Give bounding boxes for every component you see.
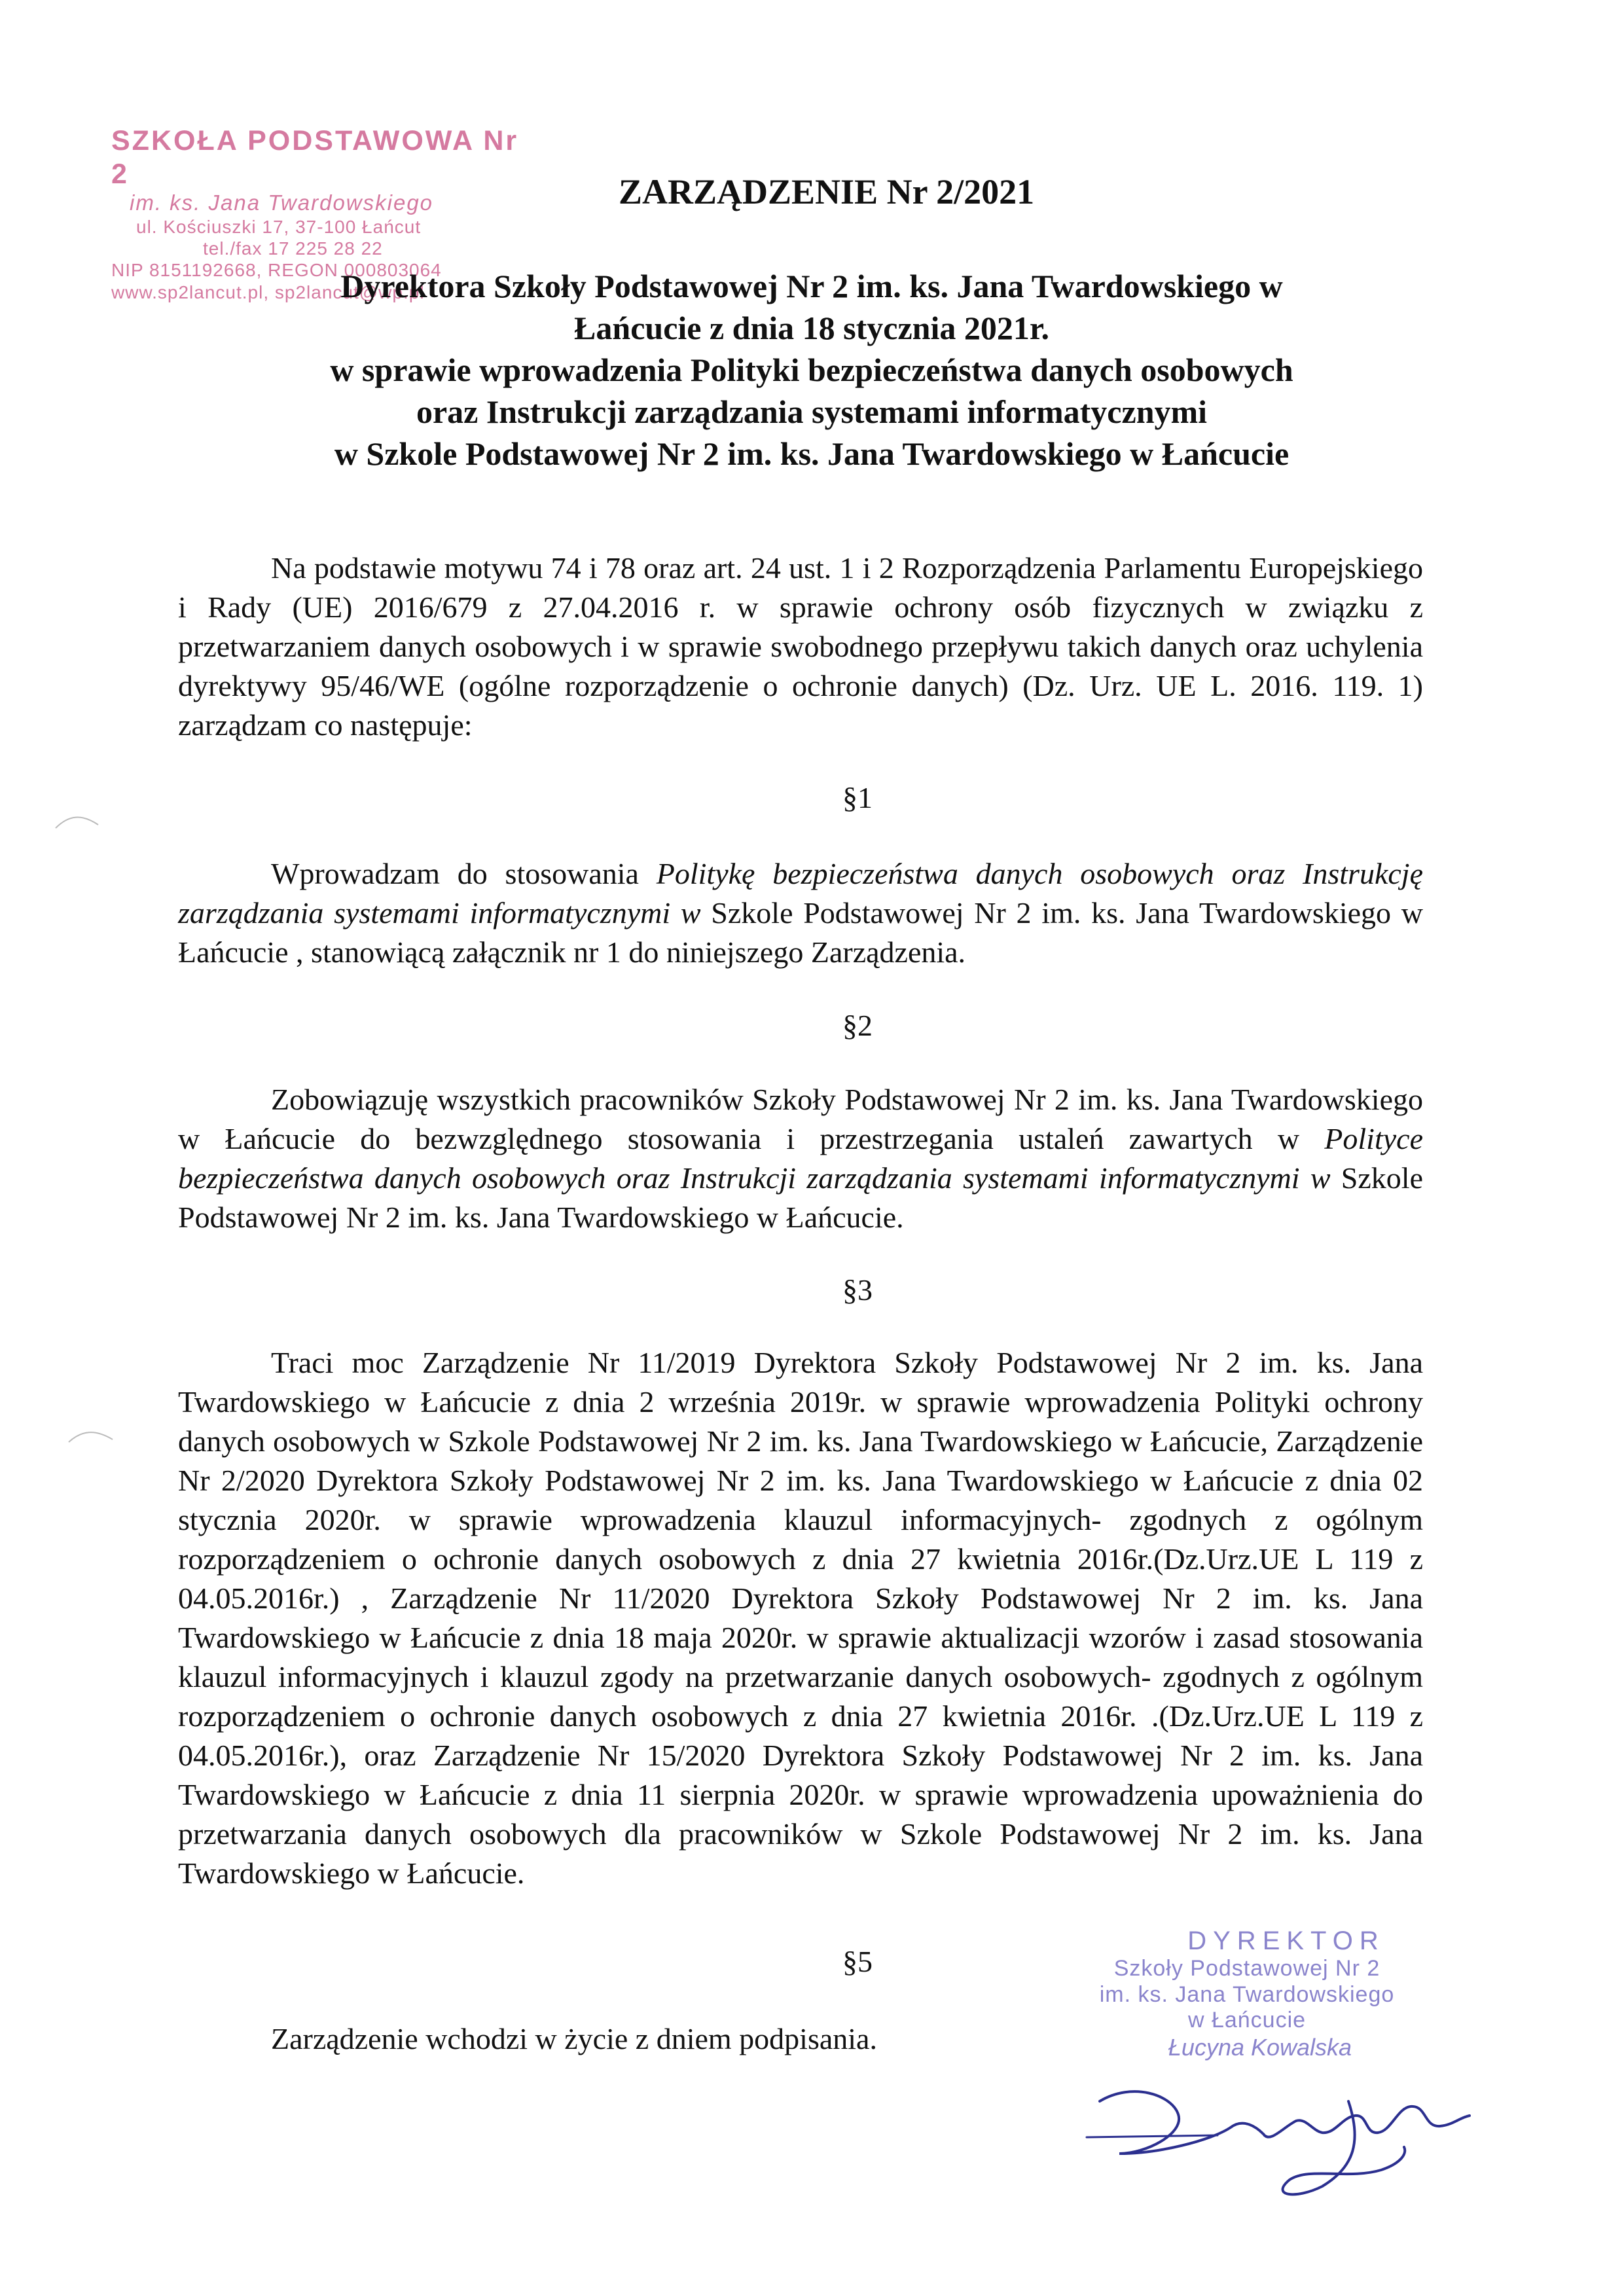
text-run: Traci moc Zarządzenie Nr 11/2019 Dyrektora Szkoły Podstawowej Nr 2 im. ks. Jana Twardowskiego w Łańcucie z dnia 2 września 2019r. w sprawie wprowadzenia Polityki ochrony danych osobowych w Szkole Podstawowej Nr 2 im. ks. Jana Twardowskiego w Łańcucie, Zarządzenie Nr 2/2020 Dyrektora Szkoły Podstawowej Nr 2 im. ks. Jana Twardowskiego w Łańcucie z dnia 02 stycznia 2020r. w sprawie wprowadzenia klauzul informacyjnych- zgodnych z ogólnym rozporządzeniem o ochronie danych osobowych z dnia 27 kwietnia 2016r.(Dz.Urz.UE L 119 z 04.05.2016r.) , Zarządzenie Nr 11/2020 Dyrektora Szkoły Podstawowej Nr 2 im. ks. Jana Twardowskiego w Łańcucie z dnia 18 maja 2020r. w sprawie aktualizacji wzorów i zasad stosowania klauzul informacyjnych i klauzul zgody na przetwarzanie danych osobowych- zgodnych z ogólnym rozporządzeniem o ochronie danych osobowych z dnia 27 kwietnia 2016r. .(Dz.Urz.UE L 119 z 04.05.2016r.), oraz Zarządzenie Nr 15/2020 Dyrektora Szkoły Podstawowej Nr 2 im. ks. Jana Twardowskiego w Łańcucie z dnia 11 sierpnia 2020r. w sprawie wprowadzenia upoważnienia do przetwarzania danych osobowych dla pracowników w Szkole Podstawowej Nr 2 im. ks. Jana Twardowskiego w Łańcucie.	[178, 1346, 1423, 1890]
director-stamp-line: im. ks. Jana Twardowskiego	[1099, 1981, 1395, 2007]
document-title: ZARZĄDZENIE Nr 2/2021	[619, 172, 1035, 211]
text-run: Zarządzenie wchodzi w życie z dniem podpisania.	[271, 2022, 877, 2055]
subtitle-line: w Szkole Podstawowej Nr 2 im. ks. Jana Twardowskiego w Łańcucie	[334, 435, 1290, 472]
school-stamp-patron: im. ks. Jana Twardowskiego	[130, 190, 434, 215]
document-subtitle	[164, 265, 1460, 475]
text-run: Szkole Podstawowej Nr 2 im. ks. Jana Twardowskiego w Łańcucie.	[178, 1161, 1423, 1234]
text-run-italic: Polityce bezpieczeństwa danych osobowych oraz Instrukcji zarządzania systemami informatycznymi w	[178, 1122, 1423, 1195]
section-3-paragraph	[178, 1343, 1423, 1893]
subtitle-line: Łańcucie z dnia 18 stycznia 2021r.	[574, 310, 1049, 346]
school-stamp-address: ul. Kościuszki 17, 37-100 Łańcut	[136, 217, 422, 238]
director-signature	[1074, 2055, 1479, 2226]
subtitle-line: w sprawie wprowadzenia Polityki bezpieczeństwa danych osobowych	[330, 352, 1293, 388]
school-stamp-web: www.sp2lancut.pl, sp2lancut@wp.pl	[111, 281, 425, 302]
intro-paragraph: Na podstawie motywu 74 i 78 oraz art. 24 ust. 1 i 2 Rozporządzenia Parlamentu Europejskiego i Rady (UE) 2016/679 z 27.04.2016 r. w sprawie ochrony osób fizycznych w związku z przetwarzaniem danych osobowych i w sprawie swobodnego przepływu takich danych oraz uchylenia dyrektywy 95/46/WE (ogólne rozporządzenie o ochronie danych) (Dz. Urz. UE L. 2016. 119. 1) zarządzam co następuje:	[178, 551, 1423, 742]
school-stamp-phone: tel./fax 17 225 28 22	[203, 238, 383, 259]
text-run-italic: Politykę bezpieczeństwa danych osobowych oraz Instrukcję zarządzania systemami informatycznymi w	[178, 857, 1423, 930]
section-2-paragraph	[178, 1080, 1423, 1237]
subtitle-line: Dyrektora Szkoły Podstawowej Nr 2 im. ks. Jana Twardowskiego w	[340, 268, 1283, 304]
text-run: Zobowiązuję wszystkich pracowników Szkoły Podstawowej Nr 2 im. ks. Jana Twardowskiego w Łańcucie do bezwzględnego stosowania i przestrzegania ustaleń zawartych w	[178, 1083, 1423, 1155]
school-stamp-name: SZKOŁA PODSTAWOWA Nr 2	[111, 125, 519, 190]
director-stamp	[1064, 1926, 1430, 2061]
director-stamp-line: w Łańcucie	[1187, 2008, 1307, 2033]
director-stamp-title: DYREKTOR	[1187, 1926, 1385, 1955]
section-mark-1: §1	[842, 781, 873, 814]
text-run: Wprowadzam do stosowania	[271, 857, 657, 890]
section-1-paragraph	[178, 854, 1423, 972]
subtitle-line: oraz Instrukcji zarządzania systemami informatycznymi	[416, 393, 1208, 430]
director-stamp-line: Szkoły Podstawowej Nr 2	[1113, 1956, 1380, 1981]
scan-edge-mark	[52, 808, 105, 835]
scan-edge-mark	[65, 1424, 118, 1450]
school-stamp-ids: NIP 8151192668, REGON 000803064	[111, 260, 442, 281]
section-mark-5: §5	[842, 1945, 873, 1978]
section-mark-3: §3	[842, 1273, 873, 1307]
text-run: Szkole Podstawowej Nr 2 im. ks. Jana Twardowskiego w Łańcucie , stanowiącą załącznik nr 1 do niniejszego Zarządzenia.	[178, 896, 1423, 969]
director-stamp-name: Łucyna Kowalska	[1168, 2033, 1352, 2061]
section-mark-2: §2	[842, 1009, 873, 1042]
